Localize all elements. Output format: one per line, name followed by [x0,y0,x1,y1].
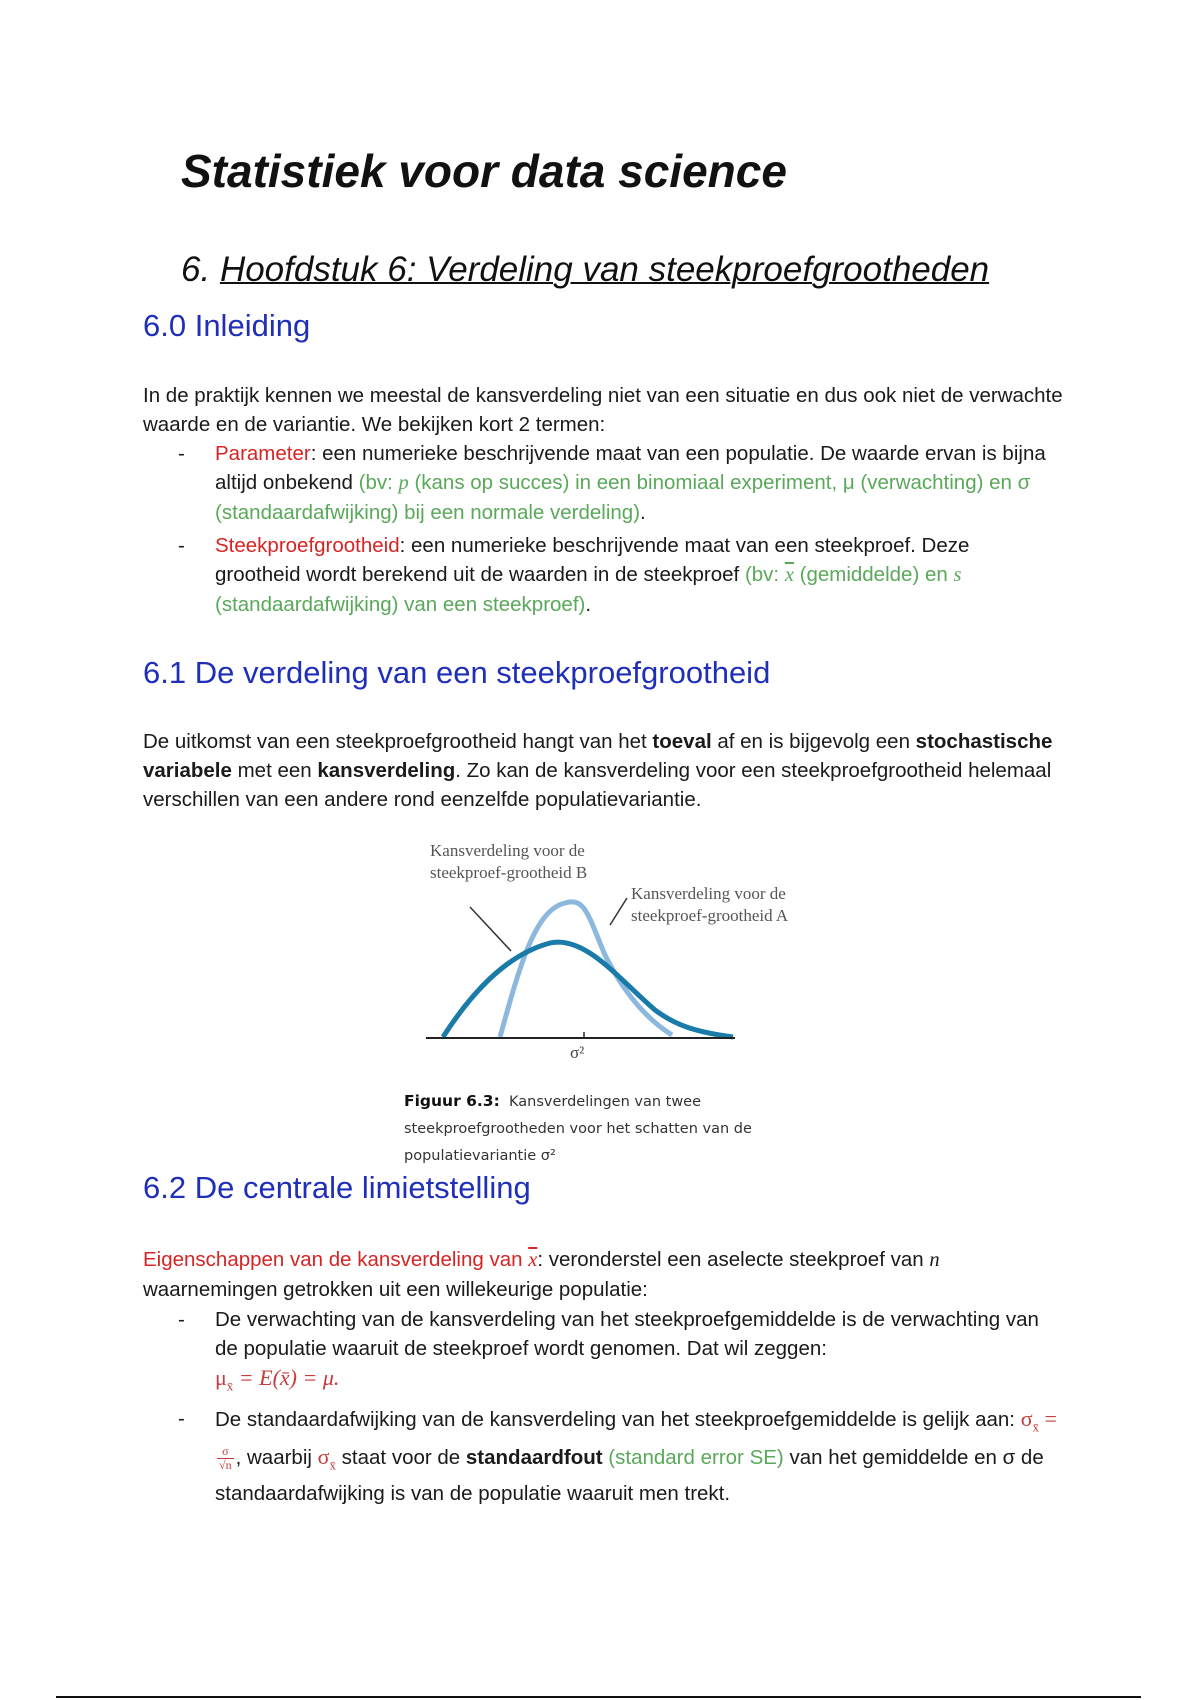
document-title: Statistiek voor data science [181,145,787,197]
n-symbol: n [929,1249,940,1271]
section-6-1-paragraph: De uitkomst van een steekproefgrootheid hangt van het toeval af en is bijgevolg een stochastische variabele met een kansverdeling. Zo kan de kansverdeling voor een steekproefgrootheid helemaal verschillen van een andere rond eenzelfde populatievariantie. [143,730,1053,811]
sigma-x-bar-symbol: $\sigma_{x̄}$ [317,1443,336,1473]
page-bottom-rule [56,1696,1141,1698]
label-grootheid-a: Kansverdeling voor de steekproef-grootheid A [631,884,789,925]
standard-error-formula: $\sigma_{x̄}$ = $\frac{\sigma}{√n}$ [219,1406,1057,1473]
figure-6-3 [410,841,790,1062]
x-bar-symbol: $\overline{x}$ [784,564,794,586]
standard-error-note: (standard error SE) [608,1445,784,1469]
section-heading-6-1: 6.1 De verdeling van een steekproefgrootheid [143,655,771,690]
terms-list [178,439,1058,619]
section-6-2-lead: Eigenschappen van de kansverdeling van $\overline{x}$: veronderstel een aselecte steekproef van n waarnemingen getrokken uit een willekeurige populatie: [143,1248,940,1301]
chapter-title: Hoofdstuk 6: Verdeling van steekproefgrootheden [219,250,990,289]
intro-paragraph: In de praktijk kennen we meestal de kansverdeling niet van een situatie en dus ook niet de verwachte waarde en de variantie. We bekijken kort 2 termen: [143,384,1063,436]
steekproefgrootheid-example: (bv: $\overline{x}$ (gemiddelde) en s (standaardafwijking) van een steekproef) [215,563,962,616]
chapter-number: 6. [181,250,211,289]
caption-text: Kansverdelingen van twee steekproefgrootheden voor het schatten van de populatievariantie σ² [404,1094,752,1164]
section-heading-6-2: 6.2 De centrale limietstelling [143,1170,531,1205]
section-heading-6-0: 6.0 Inleiding [143,308,311,343]
pointer-b [470,907,511,951]
curve-grootheid-b [443,942,733,1037]
axis-tick-sigma: σ² [570,1043,585,1062]
list-item-steekproefgrootheid: - Steekproefgrootheid: een numerieke beschrijvende maat van een steekproef. Deze grootheid wordt berekend uit de waarden in de steekproef (bv: $\overline{x}$ (gemiddelde) en s (standaardafwijking) van een steekproef). [178,531,1058,619]
list-item-standard-deviation: - De standaardafwijking van de kansverdeling van het steekproefgemiddelde is gelijk aan: $\sigma_{x̄}$ = $\frac{\sigma}{√n}$ , waarbij $\sigma_{x̄}$ staat voor de standaardfout (standard error SE) van het gemiddelde en σ de standaardafwijking is van de populatie waaruit men trekt. [178,1404,1058,1508]
properties-label: Eigenschappen van de kansverdeling van [143,1248,529,1271]
x-bar-symbol: $\overline{x}$ [528,1249,538,1271]
chapter-heading [181,250,989,290]
term-standaardfout: standaardfout [465,1445,603,1469]
term-parameter: Parameter [215,442,311,465]
caption-label: Figuur 6.3: [404,1092,500,1110]
figure-caption [404,1088,804,1170]
expectation-formula: $\mu_{x̄}$ = E(x̄) = μ. [215,1365,340,1394]
term-steekproefgrootheid: Steekproefgrootheid [215,534,400,557]
pointer-a [610,898,627,925]
list-item-parameter: - Parameter: een numerieke beschrijvende maat van een populatie. De waarde ervan is bijna altijd onbekend (bv: p (kans op succes) in een binomiaal experiment, μ (verwachting) en σ (standaardafwijking) bij een normale verdeling). [178,439,1058,527]
list-item-expectation: - De verwachting van de kansverdeling van het steekproefgemiddelde is de verwachting van de populatie waaruit de steekproef wordt genomen. Dat wil zeggen: $\mu_{x̄}$ = E(x̄) = μ. [178,1305,1058,1400]
s-symbol: s [953,564,962,586]
clt-properties-list [178,1305,1058,1508]
p-symbol: p [398,472,409,494]
label-grootheid-b: Kansverdeling voor de steekproef-grootheid B [430,841,588,882]
parameter-example: (bv: p (kans op succes) in een binomiaal experiment, μ (verwachting) en σ (standaardafwijking) bij een normale verdeling) [215,471,1031,524]
